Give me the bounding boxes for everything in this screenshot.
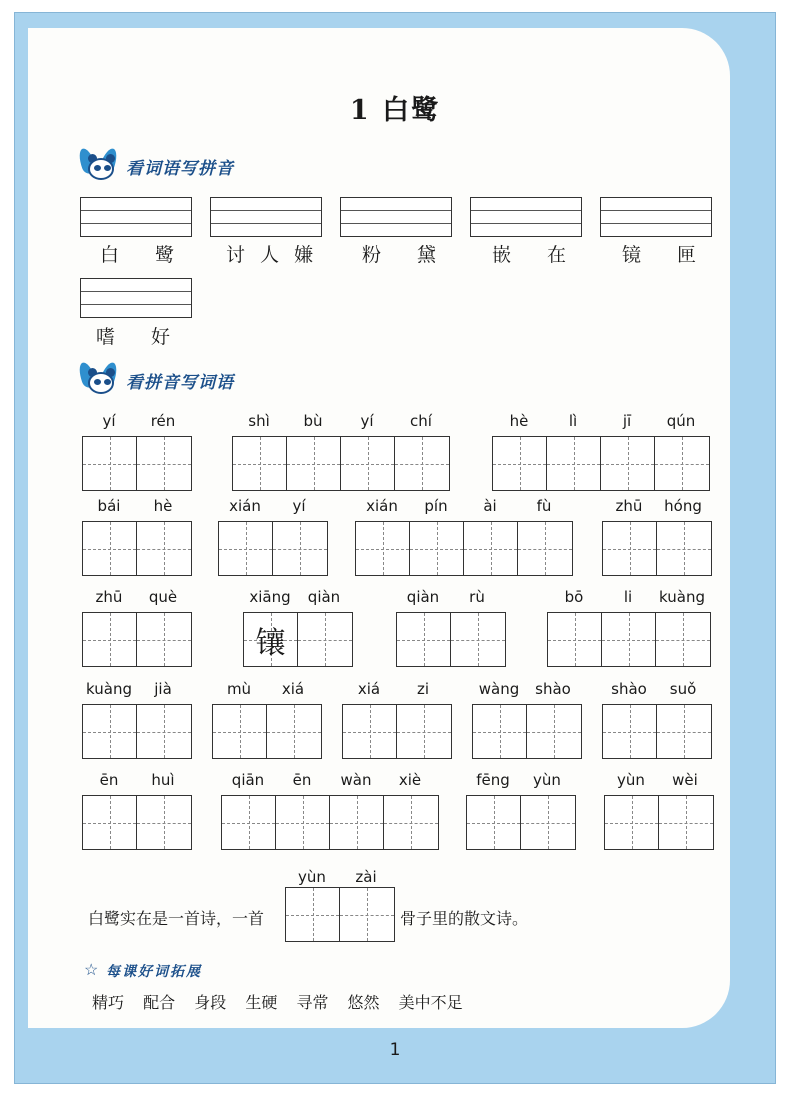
sentence-before: 白鹭实在是一首诗，一首: [88, 909, 265, 928]
character-cell[interactable]: [384, 796, 438, 849]
pinyin-box[interactable]: [80, 197, 192, 237]
pinyin-label: jià: [154, 680, 172, 698]
character-text: [137, 437, 191, 490]
pinyin-label: zhū: [615, 497, 643, 515]
character-cell[interactable]: [137, 437, 191, 490]
character-grid[interactable]: [342, 704, 452, 759]
pinyin-label: kuàng: [659, 588, 705, 606]
pinyin-label: hè: [509, 412, 529, 430]
character-text: [83, 796, 136, 849]
pinyin-label: mù: [226, 680, 252, 698]
character-cell[interactable]: [603, 522, 657, 575]
character-text: [137, 522, 191, 575]
character-text: [287, 437, 340, 490]
pinyin-label: qiān: [231, 771, 265, 789]
character-grid[interactable]: [547, 612, 711, 667]
character-text: [276, 796, 329, 849]
pinyin-label: ēn: [292, 771, 312, 789]
character-cell[interactable]: [397, 705, 451, 758]
pinyin-label: wàng: [478, 680, 520, 698]
character-cell[interactable]: [273, 522, 327, 575]
character-cell[interactable]: [605, 796, 659, 849]
character-cell[interactable]: [602, 613, 656, 666]
pinyin-label: bù: [303, 412, 323, 430]
character-cell[interactable]: [276, 796, 330, 849]
pinyin-label: bō: [564, 588, 584, 606]
section1-heading-label: 看词语写拼音: [126, 158, 234, 179]
pinyin-label: zhū: [95, 588, 123, 606]
extension-word: 悠然: [347, 993, 380, 1012]
pinyin-label: shì: [248, 412, 270, 430]
pinyin-label: suǒ: [669, 680, 697, 698]
character-cell[interactable]: [473, 705, 527, 758]
character-cell[interactable]: [451, 613, 505, 666]
character-text: [267, 705, 321, 758]
vocab-word: 嗜 好: [96, 326, 186, 348]
character-cell[interactable]: [83, 613, 137, 666]
pinyin-label: pín: [424, 497, 448, 515]
pinyin-label: wèi: [672, 771, 698, 789]
section1-heading: [80, 148, 234, 184]
extension-word: 配合: [143, 993, 176, 1012]
character-grid[interactable]: [355, 521, 573, 576]
character-text: [527, 705, 581, 758]
pinyin-label: chí: [410, 412, 432, 430]
extension-heading: 每课好词拓展: [106, 964, 202, 980]
character-cell[interactable]: [493, 437, 547, 490]
character-cell[interactable]: [395, 437, 449, 490]
character-text: [464, 522, 517, 575]
character-cell[interactable]: [330, 796, 384, 849]
character-cell[interactable]: [527, 705, 581, 758]
character-cell[interactable]: [137, 522, 191, 575]
character-cell[interactable]: [219, 522, 273, 575]
vocab-word: 讨人嫌: [226, 244, 329, 266]
character-text: [341, 437, 394, 490]
character-cell[interactable]: [287, 437, 341, 490]
panda-icon: [80, 362, 120, 398]
character-text: [395, 437, 449, 490]
pinyin-box[interactable]: [600, 197, 712, 237]
pinyin-label: jī: [622, 412, 632, 430]
sentence-after: 骨子里的散文诗。: [400, 909, 529, 928]
character-text: [83, 522, 136, 575]
character-grid[interactable]: [82, 795, 192, 850]
character-grid[interactable]: [396, 612, 506, 667]
character-text: [213, 705, 266, 758]
character-cell[interactable]: [410, 522, 464, 575]
pinyin-label: shào: [535, 680, 571, 698]
character-text: [137, 705, 191, 758]
character-cell[interactable]: [656, 613, 710, 666]
pinyin-label: xián: [229, 497, 261, 515]
character-cell[interactable]: [657, 522, 711, 575]
pinyin-label: yí: [360, 412, 374, 430]
character-cell[interactable]: [548, 613, 602, 666]
extension-word: 生硬: [245, 993, 278, 1012]
pinyin-label: huì: [151, 771, 175, 789]
character-grid[interactable]: [604, 795, 714, 850]
sentence-pinyin: yùn: [298, 868, 326, 886]
pinyin-label: fēng: [476, 771, 510, 789]
pinyin-box[interactable]: [340, 197, 452, 237]
lesson-title: 1 白鹭: [349, 95, 441, 126]
character-cell[interactable]: [547, 437, 601, 490]
character-text: [137, 613, 191, 666]
vocab-word: 镜 匣: [622, 244, 712, 266]
sentence-character-grid[interactable]: [285, 887, 395, 942]
extension-word: 美中不足: [398, 993, 463, 1012]
character-cell[interactable]: [340, 888, 394, 941]
pinyin-label: rén: [150, 412, 176, 430]
character-cell[interactable]: [298, 613, 352, 666]
character-cell[interactable]: [83, 437, 137, 490]
character-cell[interactable]: [356, 522, 410, 575]
pinyin-label: xiá: [281, 680, 305, 698]
pinyin-label: bái: [97, 497, 121, 515]
character-cell[interactable]: [341, 437, 395, 490]
character-text: [657, 522, 711, 575]
character-text: [397, 705, 451, 758]
character-cell[interactable]: [286, 888, 340, 941]
character-text: [493, 437, 546, 490]
character-cell[interactable]: [83, 705, 137, 758]
section2-heading-label: 看拼音写词语: [126, 372, 234, 393]
pinyin-label: yí: [292, 497, 306, 515]
page-number: 1: [389, 1040, 401, 1060]
character-text: [233, 437, 286, 490]
character-cell[interactable]: [467, 796, 521, 849]
character-text: [521, 796, 575, 849]
character-cell[interactable]: [521, 796, 575, 849]
character-text: [657, 705, 711, 758]
character-grid[interactable]: [243, 612, 353, 667]
character-cell[interactable]: [233, 437, 287, 490]
character-grid[interactable]: [82, 704, 192, 759]
character-cell[interactable]: [659, 796, 713, 849]
extension-word: 寻常: [296, 993, 329, 1012]
character-cell[interactable]: [601, 437, 655, 490]
pinyin-label: wàn: [340, 771, 372, 789]
character-grid[interactable]: [602, 704, 712, 759]
pinyin-label: xián: [366, 497, 398, 515]
character-text: [547, 437, 600, 490]
pinyin-label: xiāng: [249, 588, 291, 606]
pinyin-box[interactable]: [80, 278, 192, 318]
pinyin-label: qún: [666, 412, 696, 430]
character-text: [397, 613, 450, 666]
character-cell[interactable]: [213, 705, 267, 758]
character-text: [410, 522, 463, 575]
character-cell[interactable]: [603, 705, 657, 758]
character-cell[interactable]: [397, 613, 451, 666]
character-grid[interactable]: [602, 521, 712, 576]
pinyin-label: zi: [416, 680, 430, 698]
character-grid[interactable]: [472, 704, 582, 759]
character-text: [83, 437, 136, 490]
character-text: [601, 437, 654, 490]
character-text: [83, 705, 136, 758]
character-text: [603, 522, 656, 575]
pinyin-label: fù: [536, 497, 552, 515]
pinyin-label: kuàng: [86, 680, 132, 698]
pinyin-label: shào: [611, 680, 647, 698]
sentence-pinyin: zài: [355, 868, 377, 886]
character-cell[interactable]: [244, 613, 298, 666]
character-text: [83, 613, 136, 666]
character-cell[interactable]: [222, 796, 276, 849]
pinyin-label: ài: [483, 497, 497, 515]
character-grid[interactable]: [82, 436, 192, 491]
pinyin-label: xiá: [357, 680, 381, 698]
character-text: [137, 796, 191, 849]
character-text: [656, 613, 710, 666]
character-cell[interactable]: [343, 705, 397, 758]
character-text: [451, 613, 505, 666]
vocab-word: 嵌 在: [492, 244, 582, 266]
character-grid[interactable]: [82, 612, 192, 667]
character-grid[interactable]: [82, 521, 192, 576]
pinyin-label: hóng: [664, 497, 702, 515]
section2-heading: [80, 362, 234, 398]
pinyin-label: hè: [153, 497, 173, 515]
character-cell[interactable]: [267, 705, 321, 758]
pinyin-label: xiè: [398, 771, 422, 789]
character-grid[interactable]: [212, 704, 322, 759]
character-text: 镶: [255, 625, 286, 661]
pinyin-box[interactable]: [470, 197, 582, 237]
character-text: [518, 522, 572, 575]
character-grid[interactable]: [218, 521, 328, 576]
character-cell[interactable]: [83, 522, 137, 575]
pinyin-label: rù: [469, 588, 485, 606]
character-grid[interactable]: [232, 436, 450, 491]
character-cell[interactable]: [137, 613, 191, 666]
pinyin-label: què: [148, 588, 178, 606]
extension-word: 身段: [194, 993, 227, 1012]
pinyin-box[interactable]: [210, 197, 322, 237]
character-text: [548, 613, 601, 666]
pinyin-label: li: [623, 588, 633, 606]
character-cell[interactable]: [657, 705, 711, 758]
character-text: [473, 705, 526, 758]
character-grid[interactable]: [466, 795, 576, 850]
pinyin-label: ēn: [99, 771, 119, 789]
character-text: [659, 796, 713, 849]
character-text: [655, 437, 709, 490]
pinyin-label: lì: [568, 412, 578, 430]
pinyin-label: yùn: [533, 771, 561, 789]
character-text: [467, 796, 520, 849]
character-cell[interactable]: [655, 437, 709, 490]
character-cell[interactable]: [137, 796, 191, 849]
character-cell[interactable]: [137, 705, 191, 758]
character-text: [330, 796, 383, 849]
character-text: [222, 796, 275, 849]
pinyin-label: qiàn: [406, 588, 440, 606]
character-grid[interactable]: [221, 795, 439, 850]
character-text: [356, 522, 409, 575]
character-cell[interactable]: [518, 522, 572, 575]
character-text: [343, 705, 396, 758]
character-text: [605, 796, 658, 849]
character-text: [603, 705, 656, 758]
character-text: [384, 796, 438, 849]
character-cell[interactable]: [83, 796, 137, 849]
character-text: [298, 613, 352, 666]
vocab-word: 白 鹭: [100, 244, 190, 266]
star-icon: ☆: [84, 960, 99, 979]
pinyin-label: qiàn: [307, 588, 341, 606]
pinyin-label: yí: [102, 412, 116, 430]
extension-word: 精巧: [92, 993, 125, 1012]
pinyin-label: yùn: [617, 771, 645, 789]
character-text: [602, 613, 655, 666]
extension-words: [92, 990, 463, 1013]
character-text: [219, 522, 272, 575]
character-grid[interactable]: [492, 436, 710, 491]
vocab-word: 粉 黛: [362, 244, 452, 266]
panda-icon: [80, 148, 120, 184]
character-text: [273, 522, 327, 575]
character-cell[interactable]: [464, 522, 518, 575]
